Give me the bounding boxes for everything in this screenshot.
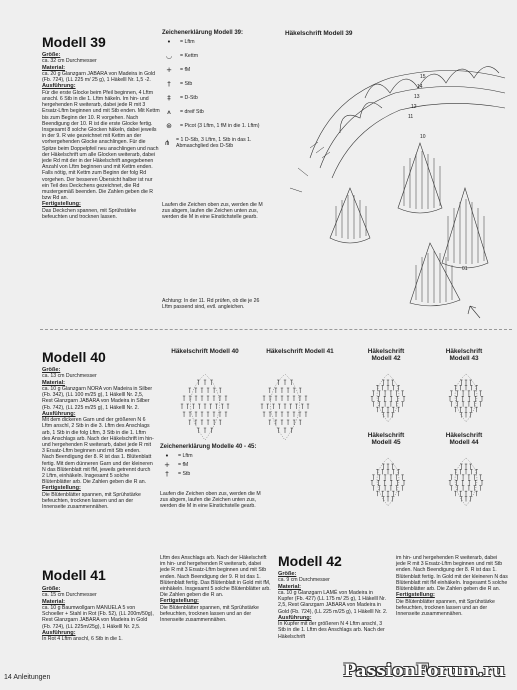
stitch-symbol-icon: + — [166, 66, 172, 75]
achtung-39: Achtung: In der 11. Rd prüfen, ob die je 26 Lftm passend sind, evtl. angleichen. — [162, 298, 261, 311]
petal-chart — [371, 458, 405, 506]
legend-text: = fM — [180, 67, 191, 74]
row-number: 14 — [417, 84, 423, 90]
groesse-label: Größe: — [278, 571, 297, 577]
groesse-label: Größe: — [42, 367, 61, 373]
ausfuehrung-continued: Lftm des Anschlags arb. Nach der Häkelschrift im hin- und hergehenden R weiterarb, dabei jede R mit 3 Ersatz-Lftm beginnen und mit Stb enden. Nach Beendigung der 9. R ist das 1. Blütenblatt fertig. Das Blütenblatt in Gold mit fM, einhäkeln. Insgesamt 5 solche Blütenblätter arb. Die Zahlen geben die R an. — [160, 555, 273, 599]
diagram39-title: Häkelschrift Modell 39 — [285, 30, 353, 37]
legend-item — [160, 453, 260, 459]
groesse-text: ca. 15 cm Durchmesser — [42, 592, 97, 599]
watermark-logo: PassionForum.ru — [343, 661, 505, 681]
material-label: Material: — [42, 64, 66, 71]
ausfuehrung-text: In Kupfer mit der größeren N 4 Lftm anschl, 3 Stb in die 1. Lftm des Anschlags arb. Nach der Häkelschrift — [278, 621, 387, 640]
legend-item — [162, 123, 272, 129]
fertigstellung-label: Fertigstellung: — [396, 592, 435, 599]
material-label: Material: — [42, 598, 66, 605]
diagram41-title: Häkelschrift Modell 41 — [266, 348, 334, 355]
diagram43-title: Häkelschrift Modell 43 — [445, 348, 483, 362]
row-number: 15 — [420, 74, 426, 80]
row-number: 01 — [462, 266, 468, 272]
section-name: Anleitungen — [13, 674, 51, 681]
fertigstellung-text: Das Deckchen spannen, mit Sprühstärke befeuchten und trocknen lassen. — [42, 207, 138, 221]
modell41-title: Modell 41 — [42, 567, 106, 583]
stitch-symbol-icon: ⊛ — [166, 122, 172, 131]
petal-chart — [449, 374, 483, 422]
legend-text: = Picot (3 Lftm, 1 fM in die 1. Lftm) — [180, 123, 260, 130]
ausfuehrung-text: Mit dem dickeren Garn und der größeren N 6 Lftm anschl, 2 Stb in die 3. Lftm des Anschlags arb, 1 Stb in die folg Lftm, 3 Stb in die 1. Lftm des Anschlags arb. Nach der Häkelschrift im hin- und hergehenden R weiterarb, dabei jede R mit 3 Ersatz-Lftm beginnen und mit Stb enden. Nach Beendigung der 8. R ist das 1. Blütenblatt fertig. Mit dem dünneren Garn und der kleineren N das Blütenblatt mit fM, jeweils getrennt durch 2 Lftm, einhäkeln. Insgesamt 5 solche Blütenblätter arb. Die Zahlen geben die R an. — [42, 417, 156, 486]
stitch-symbol-icon: † — [165, 470, 169, 479]
groesse-text: ca. 32 cm Durchmesser — [42, 58, 97, 65]
legend-title: Zeichenerklärung Modell 39: — [162, 30, 244, 36]
legend-item — [162, 67, 272, 73]
row-number: 11 — [408, 114, 414, 120]
groesse-text: ca. 9 cm Durchmesser — [278, 577, 330, 584]
fertigstellung-label: Fertigstellung: — [42, 201, 81, 208]
stitch-symbol-icon: ⋔ — [164, 139, 170, 148]
material-text: ca. 10 g Glanzgarn LAMÉ von Madeira in Kupfer (Fb. 427) (LL 175 m/ 25 g), 1 Häkelll Nr. 2,5, Rest Glanzgarn JABARA von Madeira in Gold (Fb. 724), (LL 225 m/25 g), 1 Häkelll Nr. 2. — [278, 590, 388, 615]
stitch-symbol-icon: ⩚ — [167, 108, 171, 117]
legend-item — [162, 53, 272, 59]
modell42-title: Modell 42 — [278, 553, 342, 569]
legend-text: = Stb — [178, 471, 191, 478]
fertigstellung-text: Die Blütenblätter spannen, mit Sprühstärke befeuchten, trocknen lassen und an der Innenseite zusammennähen. — [160, 604, 261, 624]
material-label: Material: — [278, 583, 302, 590]
modell39-title: Modell 39 — [42, 34, 106, 50]
row-number: 10 — [420, 134, 426, 140]
diagram44-title: Häkelschrift Modell 44 — [445, 432, 483, 446]
page-footer — [4, 674, 50, 681]
stitch-symbol-icon: + — [164, 461, 170, 470]
page-number: 14 — [4, 674, 12, 681]
note-40: Laufen die Zeichen oben zus, werden die M zus abgem, laufen die Zeichen unten zus, werden die M in eine Einstichstelle gearb. — [160, 491, 263, 510]
petal-chart — [371, 374, 405, 422]
legend-text: = fM — [178, 462, 189, 469]
legend-item — [162, 137, 272, 149]
legend-39 — [162, 30, 272, 157]
diagram-39 — [270, 38, 515, 328]
material-text: ca. 10 g Baumwollgarn MANUELA 5 von Schoeller + Stahl in Rot (Fb. 52), (LL 200m/50g), Rest Glanzgarn JABARA von Madeira in Gold (Fb. 724), (LL 225m/25g), 1 Häkelll Nr. 2,5. — [42, 605, 156, 630]
modell42-text — [278, 571, 388, 640]
stitch-symbol-icon: • — [166, 38, 172, 47]
legend-title: Zeichenerklärung Modelle 40 - 45: — [160, 444, 257, 450]
legend-text: = Lftm — [178, 453, 193, 460]
fertigstellung-text: Die Blütenblätter spannen, mit Sprühstärke befeuchten, trocknen lassen und an der Innenseite zusammennähen. — [396, 598, 497, 618]
stitch-symbol-icon: • — [164, 452, 170, 461]
groesse-label: Größe: — [42, 586, 61, 592]
ausfuehrung-label: Ausführung: — [42, 629, 76, 636]
row-number: 12 — [411, 104, 417, 110]
note-39: Laufen die Zeichen oben zus, werden die M zus abgem, laufen die Zeichen unten zus, werden die M in eine Einstichstelle gearb. — [162, 202, 265, 221]
fertigstellung-text: Die Blütenblätter spannen, mit Sprühstärke befeuchten, trocknen lassen und an der Innenseite zusammennähen. — [42, 491, 143, 511]
modell39-text — [42, 52, 160, 220]
modell40-text — [42, 367, 154, 510]
legend-item — [162, 95, 272, 101]
modell42-text-col2 — [396, 555, 508, 617]
groesse-text: ca. 13 cm Durchmesser — [42, 373, 97, 380]
material-text: ca. 20 g Glanzgarn JABARA von Madeira in Gold (Fb. 724), (LL 225 m/ 25 g), 1 Häkelll Nr. 1,5 -2. — [42, 71, 157, 84]
legend-item — [162, 39, 272, 45]
modell41-text — [42, 586, 154, 642]
legend-text: = D-Stb — [180, 95, 198, 102]
petal-chart — [181, 374, 229, 440]
ausfuehrung-label: Ausführung: — [42, 83, 76, 90]
ausfuehrung-text: In Rot 4 Lftm anschl, 6 Stb in die 1. — [42, 636, 123, 643]
ausfuehrung-label: Ausführung: — [42, 410, 76, 417]
legend-item — [162, 81, 272, 87]
fertigstellung-label: Fertigstellung: — [42, 485, 81, 492]
legend-item — [162, 109, 272, 115]
stitch-symbol-icon: † — [167, 80, 171, 89]
diagram45-title: Häkelschrift Modell 45 — [367, 432, 405, 446]
legend-40-45 — [160, 444, 260, 480]
diagram40-title: Häkelschrift Modell 40 — [171, 348, 239, 355]
legend-item — [160, 462, 260, 468]
ausfuehrung-continued: im hin- und hergehenden R weiterarb, dabei jede R mit 3 Ersatz-Lftm beginnen und mit Stb enden. Nach Beendigung der 8. R ist das 1. Blütenblatt fertig. In Gold mit der kleineren N das Blütenblatt mit fM einhäkeln. Insgesamt 5 solche Blütenblätter arb. Die Zahlen geben die R an. — [396, 555, 510, 593]
stitch-symbol-icon: ◡ — [165, 52, 173, 61]
row-number: 13 — [414, 94, 420, 100]
fertigstellung-label: Fertigstellung: — [160, 598, 199, 605]
modell40-title: Modell 40 — [42, 349, 106, 365]
ausfuehrung-label: Ausführung: — [278, 614, 312, 621]
legend-text: = Stb — [180, 81, 193, 88]
material-label: Material: — [42, 379, 66, 386]
legend-text: = Lftm — [180, 39, 195, 46]
petal-chart — [449, 458, 483, 506]
stitch-symbol-icon: ‡ — [167, 94, 171, 103]
modell41-text-col2 — [160, 555, 272, 623]
legend-text: = 1 D-Stb, 3 Lftm, 1 Stb in das 1. Abmaschglied des D-Stb — [176, 137, 252, 150]
legend-text: = Kettm — [180, 53, 199, 60]
petal-chart — [261, 374, 309, 440]
material-text: ca. 10 g Glanzgarn NORA von Madeira in Silber (Fb. 342), (LL 100 m/25 g), 1 Häkelll Nr. 2,5, Rest Glanzgarn JABARA von Madeira in Silber (Fb. 742), (LL 225 m/25 g), 1 Häkelll Nr. 2. — [42, 386, 154, 411]
groesse-label: Größe: — [42, 52, 61, 58]
legend-item — [160, 471, 260, 477]
ausfuehrung-text: Für die erste Glocke beim Pfeil beginnen, 4 Lftm anschl. 6 Stb in die 1. Lftm häkeln. Im hin- und hergehenden R weiterarb, dabei jede R mit 3 Ersatz-Lftm beginnen und mit Stb enden. Mit Kettm bis zum Beginn der 10. R vorgehen. Nach Beendigung der 10. R ist die erste Glocke fertig. Insgesamt 8 solche Glocken häkeln, dabei jeweils in der 9. R wie gezeichnet mit Kettm an der vorhergehenden Glocke anschlingen. Für die Spitze beim Doppelpfeil neu anschlingen und nach der Häkelschrift um alle Glocken weiterarb, dabei jede Rd mit der in der Häkelschrift angegebenen Anzahl von Lftm beginnen und mit Kettm enden. Falls nötig, mit Kettm zum Beginn der folg Rd vorgehen. Der besseren Übersicht halber ist nur ein Teil des Deckchens gezeichnet, die Rd mustergemäß beenden. Die Zahlen geben die R bzw Rd an. — [42, 89, 162, 202]
legend-text: = dreif Stb — [180, 109, 204, 116]
diagram42-title: Häkelschrift Modell 42 — [367, 348, 405, 362]
section-divider — [40, 329, 512, 330]
